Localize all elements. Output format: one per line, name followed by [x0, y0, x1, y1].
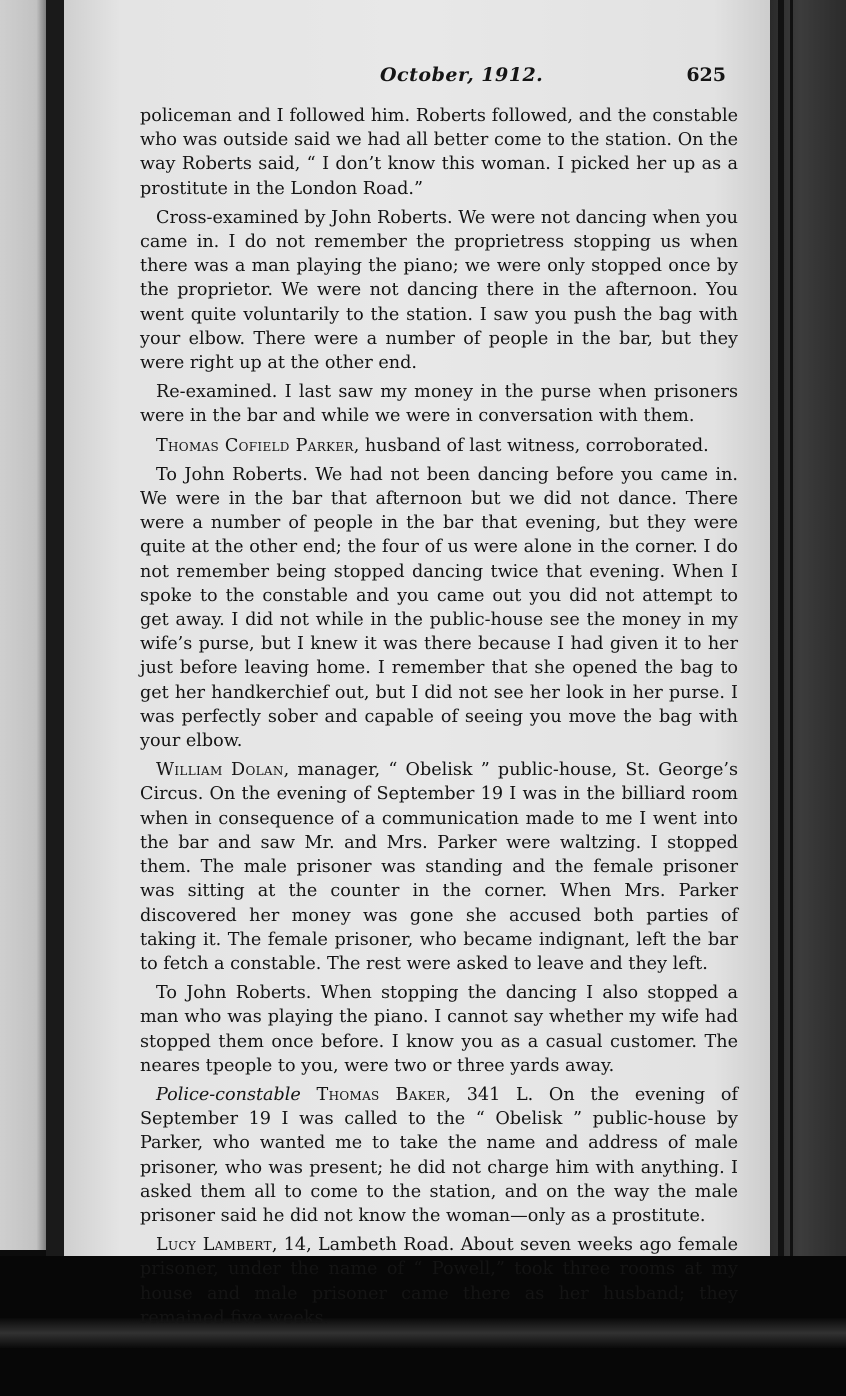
witness-name: Thomas Baker — [316, 1084, 446, 1105]
paragraph-text: , husband of last witness, corroborated. — [353, 435, 709, 456]
facing-page-edge — [0, 0, 52, 1250]
paragraph-text: , manager, “ Obelisk ” public-house, St. George’s Circus. On the evening of September 19 I was in the billiard room when in consequence of a communication made to me I went into the bar and saw Mr. and Mrs. Parker were waltzing. I stopped them. The male prisoner was standing and the female prisoner was sitting at the counter in the corner. When Mrs. Parker discovered her money was gone she accused both parties of taking it. The female prisoner, who became indignant, left the bar to fetch a constable. The rest were asked to leave and they left. — [140, 760, 738, 974]
page-edge-rule — [778, 0, 784, 1260]
paragraph-text: Cross-examined by John Roberts. We were not dancing when you came in. I do not remember the proprietress stopping us when there was a man playing the piano; we were only stopped once by the proprietor. We were not dancing there in the afternoon. You went quite voluntarily to the station. I saw you push the bag with your elbow. There were a number of people in the bar, but they were right up at the other end. — [140, 207, 738, 374]
witness-name: Lucy Lambert — [156, 1235, 272, 1256]
page-edge-rule-inner — [790, 0, 793, 1260]
paragraph-text: To John Roberts. We had not been dancing before you came in. We were in the bar that afternoon but we did not dance. There were a number of people in the bar that evening, but they were quite at the other end; the four of us were alone in the corner. I do not remember being stopped dancing twice that evening. When I spoke to the constable and you came out you did not attempt to get away. I did not while in the public-house see the money in my wife’s purse, but I knew it was there because I had given it to her just before leaving home. I remember that she opened the bag to get her handkerchief out, but I did not see her look in her purse. I was perfectly sober and capable of seeing you move the bag with your elbow. — [140, 464, 738, 752]
paragraph-text: , 341 L. On the evening of September 19 I was called to the “ Obelisk ” public-house by Parker, who wanted me to take the name and address of male prisoner, who was present; he did not charge him with anything. I asked them all to come to the station, and on the way the male prisoner said he did not know the woman—only as a prostitute. — [140, 1084, 738, 1226]
book-gutter — [46, 0, 66, 1260]
page-body — [140, 104, 738, 1335]
paragraph-text: To John Roberts. When stopping the dancing I also stopped a man who was playing the piano. I cannot say whether my wife had stopped them once before. I know you as a casual customer. The neares tpeople to you, were two or three yards away. — [140, 983, 738, 1076]
paragraph — [140, 434, 738, 458]
paragraph-text: Re-examined. I last saw my money in the purse when prisoners were in the bar and while we were in conversation with them. — [140, 382, 738, 427]
paragraph — [140, 463, 738, 753]
running-title: October, 1912. — [380, 64, 544, 86]
paragraph — [140, 206, 738, 375]
paragraph — [140, 758, 738, 976]
paragraph — [140, 1233, 738, 1330]
paragraph-text: , 14, Lambeth Road. About seven weeks ago female prisoner, under the name of “ Powell,” took three rooms at my house and male prisoner came there as her husband; they remained five weeks. — [140, 1235, 738, 1328]
paragraph-text: policeman and I followed him. Roberts followed, and the constable who was outside said we had all better come to the station. On the way Roberts said, “ I don’t know this woman. I picked her up as a prostitute in the London Road.” — [140, 106, 738, 199]
paragraph — [140, 104, 738, 201]
paragraph — [140, 380, 738, 428]
page-number: 625 — [686, 64, 726, 86]
witness-name: Thomas Cofield Parker — [156, 435, 354, 456]
witness-title: Police-constable — [156, 1084, 317, 1105]
running-header — [140, 64, 740, 92]
paragraph — [140, 1083, 738, 1228]
witness-name: William Dolan — [156, 760, 284, 781]
paragraph — [140, 981, 738, 1078]
